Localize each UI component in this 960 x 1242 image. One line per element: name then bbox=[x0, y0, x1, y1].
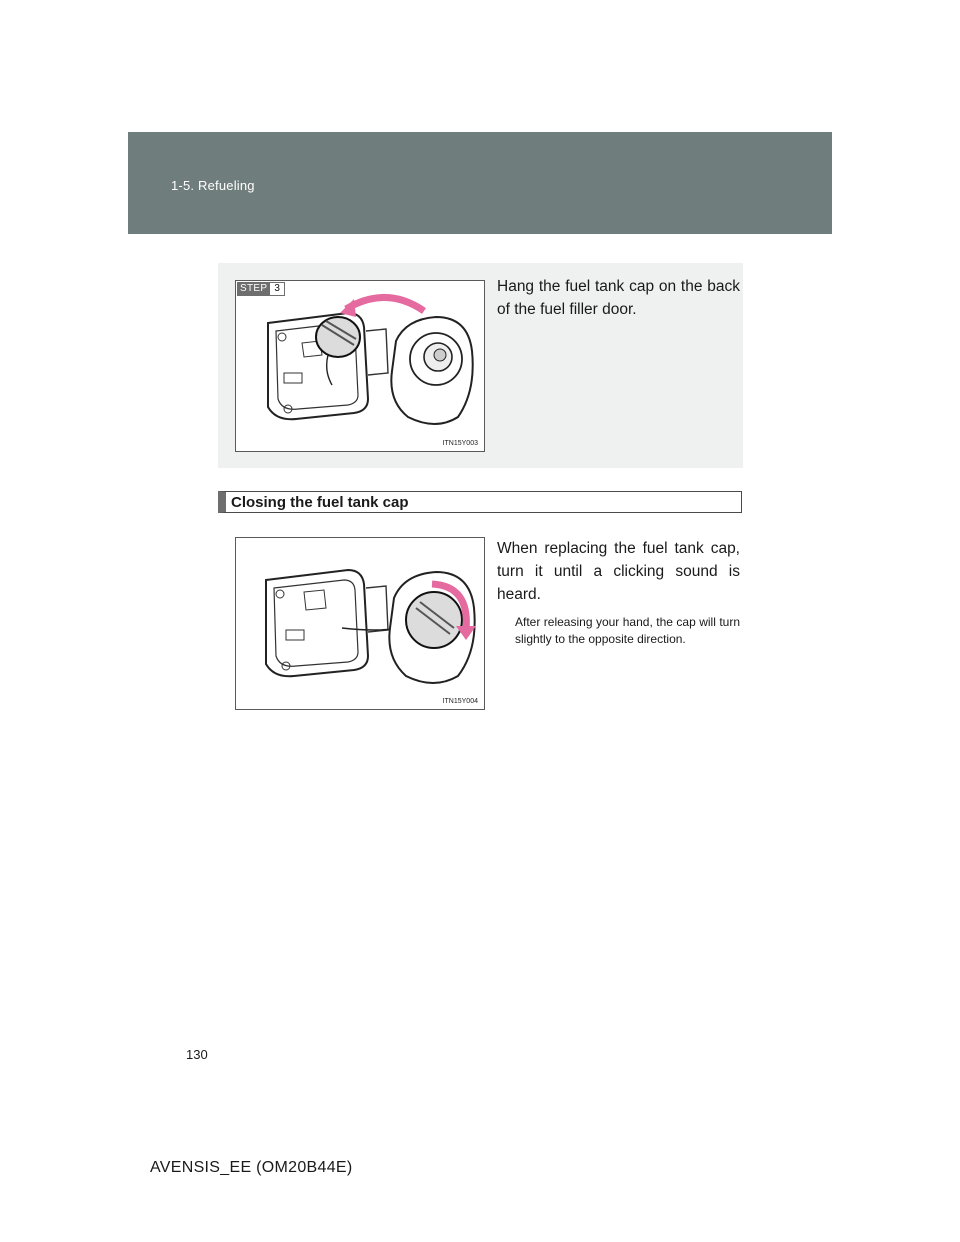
closing-note: After releasing your hand, the cap will turn slightly to the opposite direction. bbox=[515, 615, 740, 646]
section-heading bbox=[218, 491, 742, 513]
figure-code: ITN15Y003 bbox=[442, 440, 478, 447]
figure-close-cap bbox=[235, 537, 485, 710]
figure-code: ITN15Y004 bbox=[442, 698, 478, 705]
step-label: STEP bbox=[237, 282, 270, 296]
fuel-door-illustration bbox=[236, 281, 485, 452]
section-title: Closing the fuel tank cap bbox=[231, 493, 409, 511]
page-header bbox=[128, 132, 832, 234]
footer-model: AVENSIS_EE (OM20B44E) bbox=[150, 1159, 353, 1176]
page-number: 130 bbox=[186, 1047, 208, 1062]
step-instruction: Hang the fuel tank cap on the back of the fuel filler door. bbox=[497, 278, 740, 318]
step-number: 3 bbox=[270, 282, 285, 296]
fuel-cap-illustration bbox=[236, 538, 485, 710]
step-badge bbox=[237, 282, 285, 296]
figure-hang-cap bbox=[235, 280, 485, 452]
section-breadcrumb: 1-5. Refueling bbox=[171, 178, 255, 193]
closing-instruction: When replacing the fuel tank cap, turn it until a clicking sound is heard. bbox=[497, 540, 740, 603]
